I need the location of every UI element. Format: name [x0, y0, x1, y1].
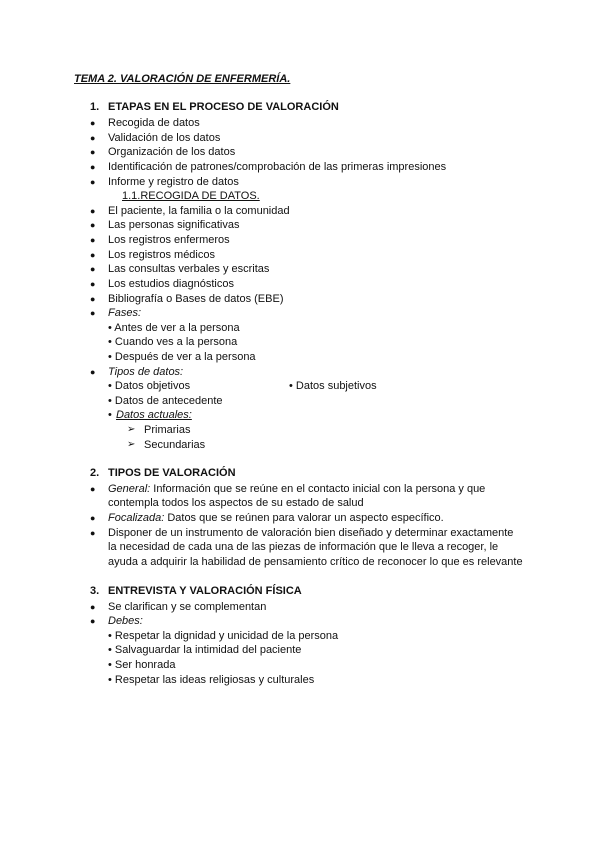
section3-number: 3. [90, 585, 100, 597]
list-item: Validación de los datos [108, 132, 221, 144]
section2-number: 2. [90, 467, 100, 479]
arrow-icon: ➢ [127, 424, 136, 435]
bullet: ● [90, 616, 96, 626]
bullet: ● [90, 220, 96, 230]
focalizada-text: Datos que se reúnen para valorar un aspecto específico. [164, 512, 444, 524]
bullet: ● [90, 162, 96, 172]
sub-item: • Después de ver a la persona [108, 351, 256, 363]
section1-heading: ETAPAS EN EL PROCESO DE VALORACIÓN [108, 101, 339, 113]
sub-item: • Respetar las ideas religiosas y culturales [108, 674, 315, 686]
tipos-label: Tipos de datos: [108, 366, 184, 378]
list-item: El paciente, la familia o la comunidad [108, 205, 290, 217]
fases-label: Fases: [108, 307, 142, 319]
bullet: ● [90, 279, 96, 289]
list-item: Las personas significativas [108, 219, 240, 231]
bullet: ● [90, 294, 96, 304]
nested-item: Secundarias [144, 439, 206, 451]
list-item: Recogida de datos [108, 117, 200, 129]
bullet: ● [90, 250, 96, 260]
list-item: Informe y registro de datos [108, 176, 239, 188]
general-text: Información que se reúne en el contacto inicial con la persona y que [150, 483, 486, 495]
bullet: ● [90, 513, 96, 523]
section3-heading: ENTREVISTA Y VALORACIÓN FÍSICA [108, 585, 302, 597]
general-label: General: [108, 483, 151, 495]
page-title: TEMA 2. VALORACIÓN DE ENFERMERÍA. [74, 73, 291, 85]
paragraph-line: contempla todos los aspectos de su estado de salud [108, 497, 364, 509]
bullet: ● [90, 177, 96, 187]
sub-item: • Ser honrada [108, 659, 176, 671]
sub-item: • Antes de ver a la persona [108, 322, 240, 334]
bullet: ● [90, 206, 96, 216]
bullet: ● [90, 484, 96, 494]
paragraph-line: Disponer de un instrumento de valoración bien diseñado y determinar exactamente [108, 527, 514, 539]
bullet: ● [90, 308, 96, 318]
list-item: Las consultas verbales y escritas [108, 263, 270, 275]
sub-item: • Salvaguardar la intimidad del paciente [108, 644, 302, 656]
sub-item-bullet: • [108, 409, 112, 421]
list-item: Organización de los datos [108, 146, 236, 158]
section2-heading: TIPOS DE VALORACIÓN [108, 467, 236, 479]
focalizada-label: Focalizada: [108, 512, 165, 524]
sub-item: • Datos objetivos [108, 380, 191, 392]
list-item: Identificación de patrones/comprobación de las primeras impresiones [108, 161, 447, 173]
sub-item: • Datos subjetivos [289, 380, 377, 392]
list-item: Los registros enfermeros [108, 234, 230, 246]
debes-label: Debes: [108, 615, 143, 627]
bullet: ● [90, 118, 96, 128]
list-item: Bibliografía o Bases de datos (EBE) [108, 293, 284, 305]
bullet: ● [90, 528, 96, 538]
bullet: ● [90, 235, 96, 245]
paragraph-line [108, 511, 444, 525]
bullet: ● [90, 147, 96, 157]
sub-item: • Datos de antecedente [108, 395, 223, 407]
bullet: ● [90, 264, 96, 274]
paragraph-line [108, 482, 485, 496]
sub-item: • Cuando ves a la persona [108, 336, 238, 348]
section1-number: 1. [90, 101, 100, 113]
arrow-icon: ➢ [127, 439, 136, 450]
subsection-heading: 1.1.RECOGIDA DE DATOS. [122, 190, 260, 202]
paragraph-line: la necesidad de cada una de las piezas de información que le lleva a recoger, le [108, 541, 499, 553]
sub-item: • Respetar la dignidad y unicidad de la persona [108, 630, 339, 642]
bullet: ● [90, 367, 96, 377]
bullet: ● [90, 602, 96, 612]
paragraph-line: ayuda a adquirir la habilidad de pensamiento crítico de reconocer lo que es relevante [108, 556, 523, 568]
bullet: ● [90, 133, 96, 143]
list-item: Los registros médicos [108, 249, 215, 261]
nested-item: Primarias [144, 424, 191, 436]
list-item: Los estudios diagnósticos [108, 278, 234, 290]
sub-item: Datos actuales: [116, 409, 192, 421]
list-item: Se clarifican y se complementan [108, 601, 267, 613]
